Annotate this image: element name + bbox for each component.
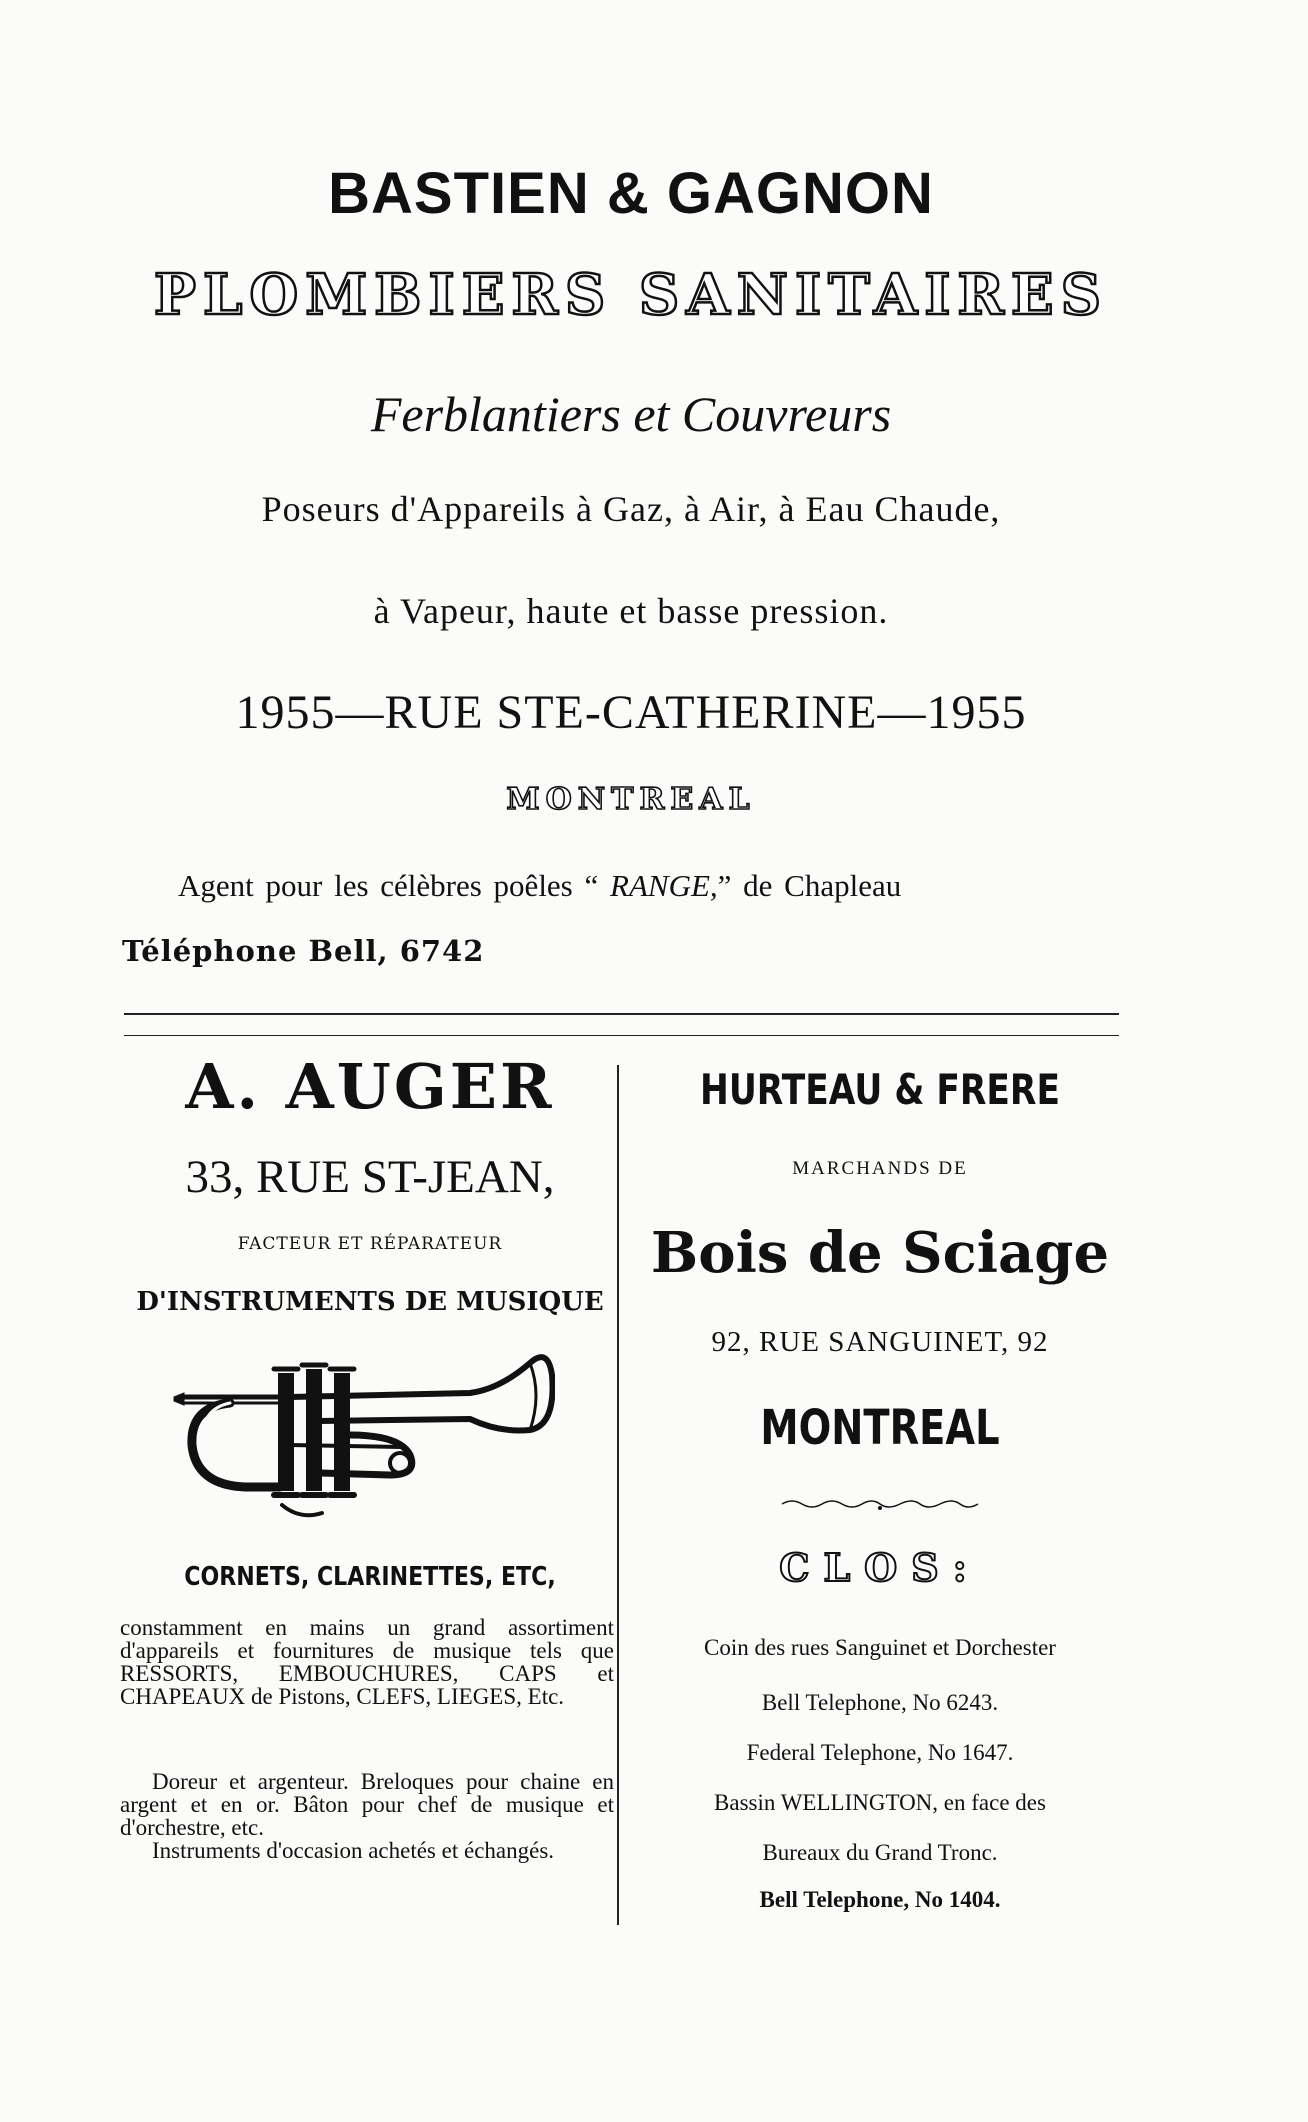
- hurteau-product: Bois de Sciage: [650, 1220, 1110, 1286]
- agent-text-before: Agent pour les célèbres poêles “: [178, 868, 611, 903]
- hurteau-telephone-2: Federal Telephone, No 1647.: [746, 1740, 1014, 1765]
- hurteau-yard-2-line-1: Bassin WELLINGTON, en face des: [714, 1790, 1046, 1815]
- hurteau-telephone-3: Bell Telephone, No 1404.: [759, 1887, 1001, 1912]
- divider-rule-top: [124, 1013, 1119, 1015]
- auger-items: CORNETS, CLARINETTES, ETC,: [184, 1562, 556, 1592]
- bastien-city: MONTREAL: [506, 782, 756, 817]
- bastien-trade: PLOMBIERS SANITAIRES: [153, 262, 1109, 328]
- auger-paragraph-1: constamment en mains un grand assortiment d'appareils et fournitures de musique tels que RESSORTS, EMBOUCHURES, CAPS et CHAPEAUX de Pistons, CLEFS, LIEGES, Etc.: [120, 1615, 614, 1709]
- auger-name: A. AUGER: [185, 1050, 555, 1123]
- auger-paragraph-3: Instruments d'occasion achetés et échangés.: [152, 1838, 555, 1863]
- auger-address: 33, RUE ST-JEAN,: [185, 1151, 555, 1203]
- bastien-services-line2: à Vapeur, haute et basse pression.: [373, 591, 889, 631]
- bastien-address: 1955—RUE STE-CATHERINE—1955: [235, 686, 1027, 739]
- hurteau-city: MONTREAL: [760, 1400, 1000, 1456]
- divider-rule-bottom: [124, 1035, 1119, 1036]
- bastien-telephone: Téléphone Bell, 6742: [122, 934, 485, 968]
- column-divider: [617, 1065, 619, 1925]
- hurteau-yard-2-line-2: Bureaux du Grand Tronc.: [762, 1840, 998, 1865]
- agent-brand: RANGE,: [610, 868, 718, 903]
- hurteau-yard-1: Coin des rues Sanguinet et Dorchester: [704, 1635, 1056, 1660]
- auger-role: FACTEUR ET RÉPARATEUR: [237, 1234, 503, 1254]
- hurteau-role: MARCHANDS DE: [792, 1158, 968, 1179]
- auger-paragraph-2: Doreur et argenteur. Breloques pour chaine en argent et en or. Bâton pour chef de musique et d'orchestre, etc.: [120, 1769, 614, 1840]
- hurteau-name: HURTEAU & FRERE: [700, 1065, 1060, 1114]
- agent-text-after: ” de Chapleau: [717, 868, 902, 903]
- ornament-rule-icon: [780, 1496, 980, 1512]
- bastien-company-name: BASTIEN & GAGNON: [328, 161, 934, 226]
- hurteau-address: 92, RUE SANGUINET, 92: [711, 1326, 1049, 1358]
- auger-trade: D'INSTRUMENTS DE MUSIQUE: [136, 1287, 604, 1317]
- bastien-subtitle: Ferblantiers et Couvreurs: [370, 386, 892, 442]
- bastien-services-line1: Poseurs d'Appareils à Gaz, à Air, à Eau Chaude,: [261, 489, 1001, 529]
- hurteau-yards-heading: CLOS:: [779, 1545, 981, 1590]
- cornet-illustration-icon: [170, 1345, 555, 1525]
- bastien-agent-line: [178, 868, 901, 904]
- hurteau-telephone-1: Bell Telephone, No 6243.: [761, 1690, 999, 1715]
